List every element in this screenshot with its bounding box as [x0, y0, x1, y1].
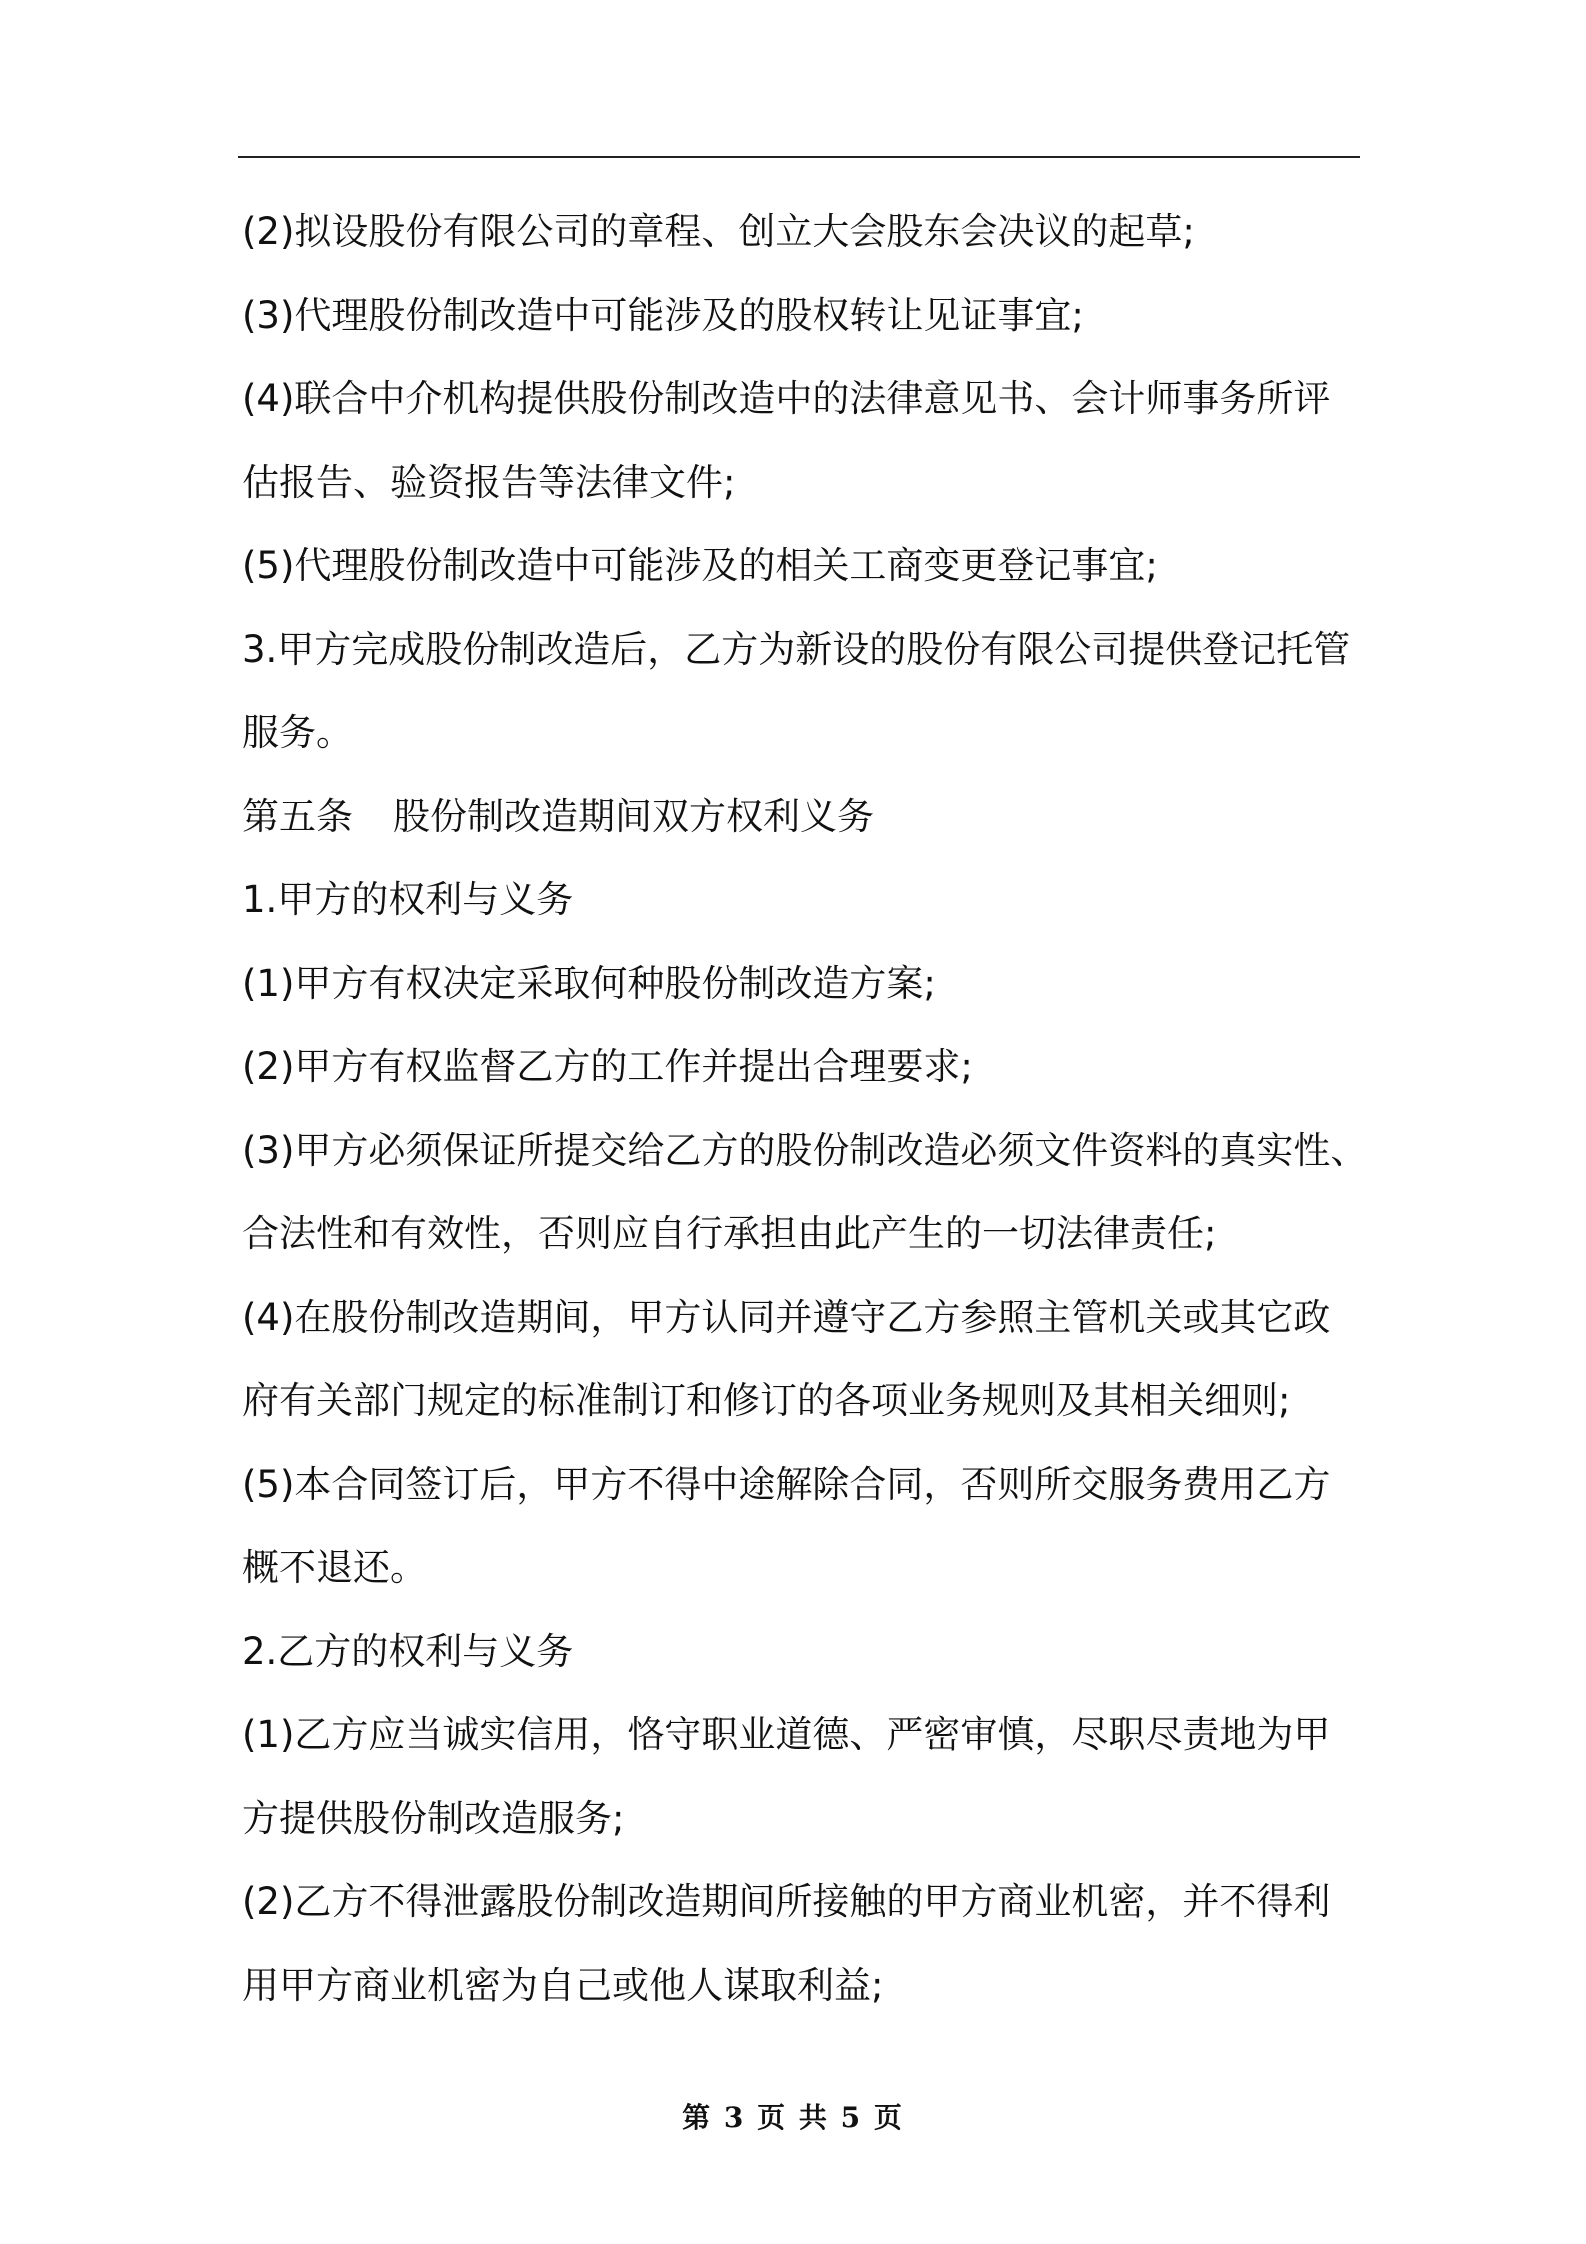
text-line: (1)甲方有权决定采取何种股份制改造方案;: [242, 961, 936, 1005]
text-line: (5)本合同签订后，甲方不得中途解除合同，否则所交服务费用乙方: [242, 1462, 1331, 1506]
article-heading: [242, 775, 1360, 859]
text-line: 估报告、验资报告等法律文件;: [242, 460, 736, 504]
text-line: 概不退还。: [242, 1546, 427, 1589]
text-line: (1)乙方应当诚实信用，恪守职业道德、严密审慎，尽职尽责地为甲: [242, 1713, 1331, 1756]
text-line: 方提供股份制改造服务;: [242, 1796, 625, 1840]
text-line: (4)联合中介机构提供股份制改造中的法律意见书、会计师事务所评: [242, 377, 1331, 420]
text-line: 合法性和有效性，否则应自行承担由此产生的一切法律责任;: [242, 1212, 1217, 1255]
text-line: 1.甲方的权利与义务: [242, 878, 574, 921]
article-title: 股份制改造期间双方权利义务: [393, 794, 874, 838]
text-line: 3.甲方完成股份制改造后，乙方为新设的股份有限公司提供登记托管: [242, 627, 1351, 671]
text-line: 服务。: [242, 711, 353, 754]
text-line: (5)代理股份制改造中可能涉及的相关工商变更登记事宜;: [242, 544, 1158, 587]
header-rule: [238, 156, 1360, 158]
text-line: 府有关部门规定的标准制订和修订的各项业务规则及其相关细则;: [242, 1379, 1291, 1422]
text-line: 用甲方商业机密为自己或他人谋取利益;: [242, 1963, 884, 2007]
text-line: 2.乙方的权利与义务: [242, 1629, 574, 1673]
text-line: (2)乙方不得泄露股份制改造期间所接触的甲方商业机密，并不得利: [242, 1880, 1331, 1923]
text-line: (3)甲方必须保证所提交给乙方的股份制改造必须文件资料的真实性、: [242, 1128, 1368, 1172]
text-line: (3)代理股份制改造中可能涉及的股权转让见证事宜;: [242, 293, 1084, 337]
article-number: 第五条: [242, 794, 353, 838]
document-body: [242, 190, 1368, 2027]
text-line: (4)在股份制改造期间，甲方认同并遵守乙方参照主管机关或其它政: [242, 1295, 1331, 1339]
page-number-footer: 第 3 页 共 5 页: [682, 2101, 904, 2134]
text-line: (2)甲方有权监督乙方的工作并提出合理要求;: [242, 1045, 973, 1088]
text-line: (2)拟设股份有限公司的章程、创立大会股东会决议的起草;: [242, 210, 1195, 253]
